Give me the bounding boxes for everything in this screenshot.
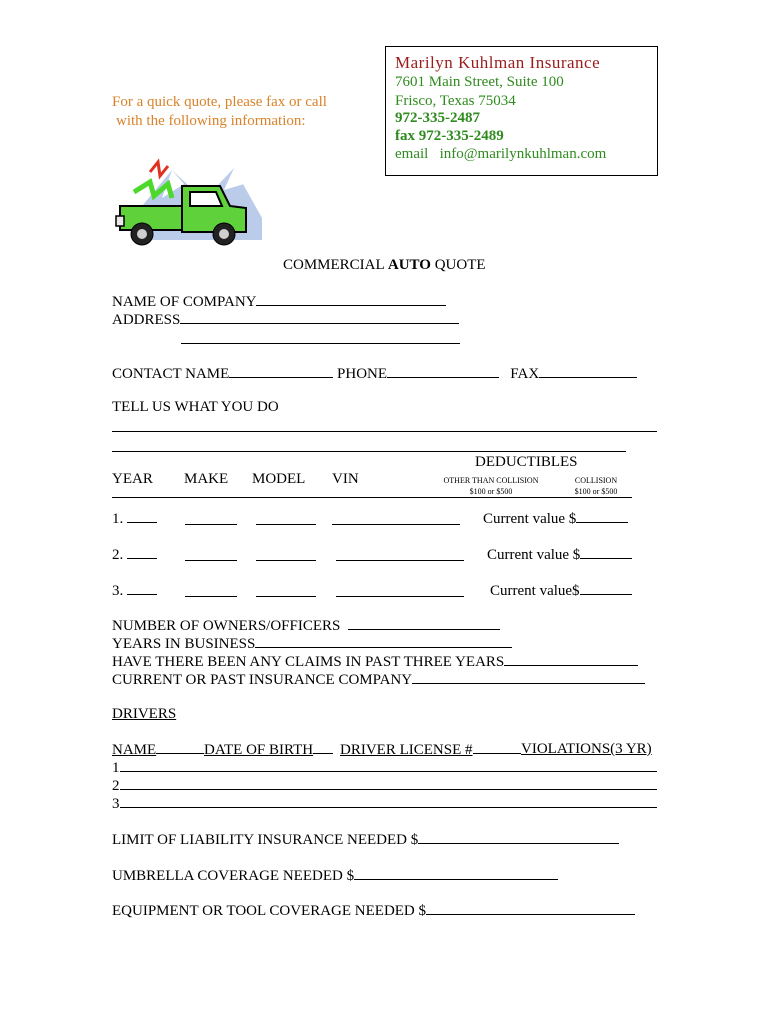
- vehicle-header-year: YEAR: [112, 471, 153, 487]
- driver-row: [112, 777, 657, 795]
- company-address-label: ADDRESS: [112, 312, 181, 328]
- vehicle-model-field[interactable]: [256, 512, 316, 525]
- claims-field[interactable]: [504, 653, 638, 666]
- truck-clipart: [112, 158, 264, 254]
- driver-row: [112, 759, 657, 777]
- equipment-field[interactable]: [426, 902, 635, 915]
- deductible-otc-amounts: $100 or $500: [469, 487, 513, 496]
- owners-row: [112, 617, 500, 635]
- deductible-collision: COLLISION: [574, 476, 618, 485]
- company-name-label: NAME OF COMPANY: [112, 294, 257, 310]
- vehicle-current-value: [487, 546, 632, 564]
- deductible-collision-amounts: $100 or $500: [574, 487, 618, 496]
- years-label: YEARS IN BUSINESS: [112, 636, 256, 652]
- driver-header-name: NAME: [112, 741, 204, 759]
- current-value-label: Current value $: [487, 547, 581, 563]
- drivers-heading: DRIVERS: [112, 706, 177, 722]
- driver-header-dob: DATE OF BIRTH: [204, 741, 333, 759]
- years-field[interactable]: [255, 635, 512, 648]
- company-address-field[interactable]: [180, 311, 459, 324]
- contact-name-label: CONTACT NAME: [112, 366, 230, 382]
- driver-header-license: DRIVER LICENSE #: [340, 741, 521, 759]
- driver-field[interactable]: [120, 777, 657, 790]
- equipment-row: [112, 902, 635, 920]
- years-row: [112, 635, 512, 653]
- vehicle-make-field[interactable]: [185, 548, 237, 561]
- insurer-field[interactable]: [412, 671, 645, 684]
- driver-field[interactable]: [120, 759, 657, 772]
- equipment-label: EQUIPMENT OR TOOL COVERAGE NEEDED $: [112, 903, 427, 919]
- vehicle-row: [112, 510, 157, 528]
- driver-row-number: 3: [112, 796, 120, 812]
- owners-field[interactable]: [348, 617, 500, 630]
- deductible-other-than-collision: OTHER THAN COLLISION: [443, 476, 539, 485]
- vehicle-header-rule: [112, 497, 632, 498]
- driver-row: [112, 795, 657, 813]
- umbrella-label: UMBRELLA COVERAGE NEEDED $: [112, 868, 355, 884]
- fax-label: FAX: [510, 366, 540, 382]
- current-value-field[interactable]: [580, 546, 632, 559]
- agency-email-label: email: [395, 146, 429, 162]
- vehicle-row-number: 2.: [112, 547, 124, 563]
- company-address-field-line2[interactable]: [181, 343, 460, 344]
- vehicle-make-field[interactable]: [185, 512, 237, 525]
- company-address-row: [112, 311, 459, 329]
- vehicle-header-model: MODEL: [252, 471, 306, 487]
- agency-email-row: [395, 146, 606, 163]
- deductibles-heading: DEDUCTIBLES: [475, 454, 578, 470]
- agency-phone: 972-335-2487: [395, 110, 480, 126]
- agency-email-link[interactable]: info@marilynkuhlman.com: [439, 146, 607, 162]
- agency-fax: fax 972-335-2489: [395, 128, 504, 144]
- liability-field[interactable]: [418, 831, 619, 844]
- liability-label: LIMIT OF LIABILITY INSURANCE NEEDED $: [112, 832, 419, 848]
- intro-line2: with the following information:: [116, 113, 306, 129]
- liability-row: [112, 831, 619, 849]
- tell-us-field-line1[interactable]: [112, 431, 657, 432]
- claims-row: [112, 653, 638, 671]
- vehicle-current-value: [490, 582, 632, 600]
- vehicle-year-field[interactable]: [127, 510, 157, 523]
- vehicle-model-field[interactable]: [256, 548, 316, 561]
- phone-label: PHONE: [337, 366, 388, 382]
- tell-us-label: TELL US WHAT YOU DO: [112, 399, 279, 415]
- agency-box: [385, 46, 658, 176]
- owners-label: NUMBER OF OWNERS/OFFICERS: [112, 618, 341, 634]
- agency-name: Marilyn Kuhlman Insurance: [395, 53, 601, 72]
- vehicle-header-vin: VIN: [332, 471, 359, 487]
- tell-us-field-line2[interactable]: [112, 451, 626, 452]
- vehicle-header-make: MAKE: [184, 471, 229, 487]
- current-value-field[interactable]: [576, 510, 628, 523]
- driver-row-number: 1: [112, 760, 120, 776]
- vehicle-row-number: 3.: [112, 583, 124, 599]
- contact-row: [112, 365, 637, 383]
- agency-address-line1: 7601 Main Street, Suite 100: [395, 74, 564, 90]
- company-name-field[interactable]: [256, 293, 446, 306]
- vehicle-current-value: [483, 510, 628, 528]
- vehicle-year-field[interactable]: [127, 546, 157, 559]
- vehicle-vin-field[interactable]: [332, 512, 460, 525]
- company-name-row: [112, 293, 446, 311]
- form-title: COMMERCIAL AUTO QUOTE: [283, 257, 486, 273]
- driver-header-violations: VIOLATIONS(3 YR): [521, 741, 652, 757]
- vehicle-vin-field[interactable]: [336, 584, 464, 597]
- current-value-label: Current value $: [483, 511, 577, 527]
- vehicle-row: [112, 546, 157, 564]
- current-value-field[interactable]: [580, 582, 632, 595]
- contact-name-field[interactable]: [229, 365, 333, 378]
- vehicle-model-field[interactable]: [256, 584, 316, 597]
- intro-line1: For a quick quote, please fax or call: [112, 94, 327, 110]
- vehicle-year-field[interactable]: [127, 582, 157, 595]
- vehicle-row: [112, 582, 157, 600]
- claims-label: HAVE THERE BEEN ANY CLAIMS IN PAST THREE YEARS: [112, 654, 505, 670]
- driver-row-number: 2: [112, 778, 120, 794]
- vehicle-vin-field[interactable]: [336, 548, 464, 561]
- vehicle-row-number: 1.: [112, 511, 124, 527]
- vehicle-make-field[interactable]: [185, 584, 237, 597]
- fax-field[interactable]: [539, 365, 637, 378]
- insurer-row: [112, 671, 645, 689]
- umbrella-field[interactable]: [354, 867, 558, 880]
- agency-address-line2: Frisco, Texas 75034: [395, 93, 516, 109]
- insurer-label: CURRENT OR PAST INSURANCE COMPANY: [112, 672, 413, 688]
- umbrella-row: [112, 867, 558, 885]
- phone-field[interactable]: [387, 365, 499, 378]
- driver-field[interactable]: [120, 795, 657, 808]
- current-value-label: Current value$: [490, 583, 580, 599]
